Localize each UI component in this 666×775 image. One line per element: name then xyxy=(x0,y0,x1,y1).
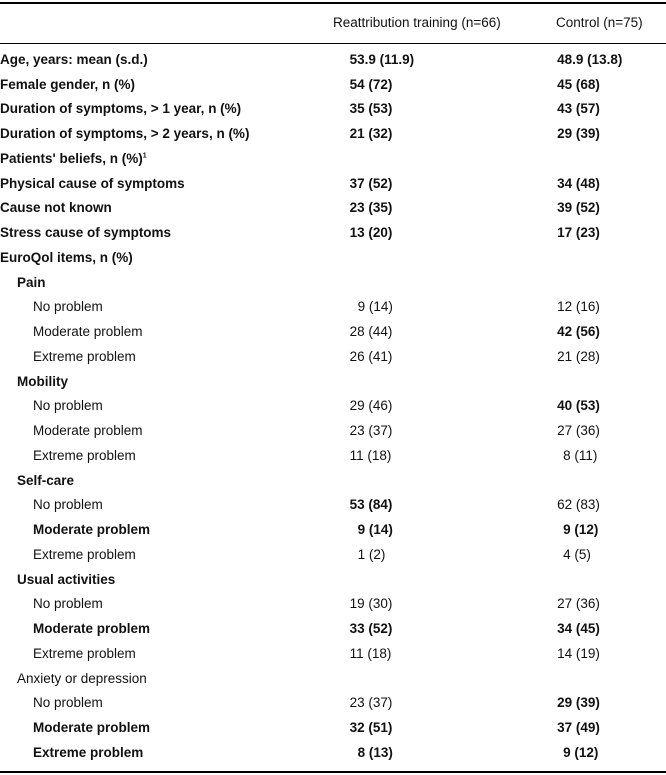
table-row xyxy=(0,369,666,394)
reattribution-value xyxy=(350,468,558,493)
section-label: Pain xyxy=(17,274,46,290)
row-label: Extreme problem xyxy=(33,744,144,760)
table-row xyxy=(0,567,666,592)
control-value xyxy=(557,146,666,171)
reattribution-value: 23 (37) xyxy=(349,423,393,439)
reattribution-value: 26 (41) xyxy=(349,348,393,364)
control-value: 29 (39) xyxy=(557,695,600,711)
control-value: 34 (45) xyxy=(557,621,600,637)
table-row xyxy=(0,740,666,765)
table-row xyxy=(0,443,666,468)
bottom-rule xyxy=(0,771,666,773)
row-label: No problem xyxy=(33,695,103,711)
table-row xyxy=(0,295,666,320)
control-value: 29 (39) xyxy=(557,126,600,142)
table-row xyxy=(0,171,666,196)
control-value: 48.9 (13.8) xyxy=(557,51,623,67)
table-row xyxy=(0,146,666,171)
reattribution-value: 35 (53) xyxy=(349,101,393,117)
top-rule xyxy=(0,2,666,4)
section-label: Self-care xyxy=(17,472,75,488)
control-value: 9 (12) xyxy=(563,744,599,760)
table-row xyxy=(0,394,666,419)
control-value: 27 (36) xyxy=(557,423,600,439)
control-value: 34 (48) xyxy=(557,175,600,191)
table-row xyxy=(0,715,666,740)
row-label: Moderate problem xyxy=(33,720,151,736)
table-row xyxy=(0,72,666,97)
table-row xyxy=(0,245,666,270)
reattribution-value: 13 (20) xyxy=(349,225,393,241)
reattribution-value xyxy=(350,369,558,394)
table-row xyxy=(0,319,666,344)
row-label: Extreme problem xyxy=(33,546,136,562)
data-table xyxy=(0,47,666,765)
control-value: 39 (52) xyxy=(557,200,600,216)
row-label: Extreme problem xyxy=(33,645,136,661)
row-label: Age, years: mean (s.d.) xyxy=(0,51,148,67)
table-row xyxy=(0,121,666,146)
section-label: Usual activities xyxy=(17,571,116,587)
row-label: Moderate problem xyxy=(33,522,151,538)
row-label: Moderate problem xyxy=(33,423,143,439)
control-value: 21 (28) xyxy=(557,348,600,364)
control-value: 37 (49) xyxy=(557,720,600,736)
table-row xyxy=(0,691,666,716)
row-label: No problem xyxy=(33,596,103,612)
table-row xyxy=(0,468,666,493)
table-row xyxy=(0,493,666,518)
reattribution-value: 29 (46) xyxy=(349,398,393,414)
table-row xyxy=(0,616,666,641)
header-control: Control (n=75) xyxy=(556,15,643,30)
reattribution-value: 9 (14) xyxy=(357,299,393,315)
control-value xyxy=(557,468,666,493)
reattribution-value: 53 (84) xyxy=(349,497,393,513)
row-label: Moderate problem xyxy=(33,621,151,637)
row-label: Physical cause of symptoms xyxy=(0,175,185,191)
reattribution-value: 54 (72) xyxy=(349,76,393,92)
control-value: 40 (53) xyxy=(557,398,600,414)
table-row xyxy=(0,97,666,122)
reattribution-value: 32 (51) xyxy=(349,720,393,736)
table-row xyxy=(0,542,666,567)
control-value: 42 (56) xyxy=(557,324,600,340)
reattribution-value xyxy=(350,270,558,295)
section-label: Mobility xyxy=(17,373,68,389)
control-value: 14 (19) xyxy=(557,645,600,661)
reattribution-value: 53.9 (11.9) xyxy=(349,51,415,67)
row-label: EuroQol items, n (%) xyxy=(0,249,133,265)
row-label xyxy=(0,146,350,171)
reattribution-value: 33 (52) xyxy=(349,621,393,637)
section-label: Anxiety or depression xyxy=(17,670,147,686)
control-value: 12 (16) xyxy=(557,299,600,315)
control-value: 8 (11) xyxy=(563,447,598,463)
row-label: Duration of symptoms, > 1 year, n (%) xyxy=(0,101,242,117)
reattribution-value xyxy=(350,245,558,270)
header-reattribution: Reattribution training (n=66) xyxy=(333,15,501,30)
row-label: Female gender, n (%) xyxy=(0,76,136,92)
control-value: 27 (36) xyxy=(557,596,600,612)
control-value xyxy=(557,666,666,691)
control-value: 62 (83) xyxy=(557,497,600,513)
row-label: No problem xyxy=(33,398,103,414)
reattribution-value: 37 (52) xyxy=(349,175,393,191)
reattribution-value xyxy=(350,146,558,171)
table-row xyxy=(0,220,666,245)
table-row xyxy=(0,47,666,72)
reattribution-value: 28 (44) xyxy=(349,324,393,340)
reattribution-value: 23 (35) xyxy=(349,200,393,216)
row-label: Moderate problem xyxy=(33,324,143,340)
table-row xyxy=(0,344,666,369)
reattribution-value: 11 (18) xyxy=(349,645,392,661)
control-value: 9 (12) xyxy=(563,522,599,538)
table-row xyxy=(0,641,666,666)
control-value: 17 (23) xyxy=(557,225,600,241)
table-row xyxy=(0,418,666,443)
footnote-marker: 1 xyxy=(142,152,147,160)
reattribution-value: 1 (2) xyxy=(357,546,386,562)
control-value: 43 (57) xyxy=(557,101,600,117)
reattribution-value xyxy=(350,666,558,691)
control-value xyxy=(557,245,666,270)
reattribution-value: 11 (18) xyxy=(349,447,392,463)
reattribution-value: 19 (30) xyxy=(349,596,393,612)
row-label: Stress cause of symptoms xyxy=(0,225,172,241)
reattribution-value: 21 (32) xyxy=(349,126,393,142)
table-row xyxy=(0,517,666,542)
reattribution-value: 9 (14) xyxy=(357,522,393,538)
table-row xyxy=(0,196,666,221)
reattribution-value: 23 (37) xyxy=(349,695,393,711)
control-value xyxy=(557,270,666,295)
row-label-text: Patients' beliefs, n (%) xyxy=(0,150,143,166)
row-label: Extreme problem xyxy=(33,348,136,364)
row-label: Cause not known xyxy=(0,200,112,216)
control-value xyxy=(557,369,666,394)
table-row xyxy=(0,666,666,691)
row-label: No problem xyxy=(33,299,103,315)
control-value: 4 (5) xyxy=(563,546,591,562)
row-label: Duration of symptoms, > 2 years, n (%) xyxy=(0,126,250,142)
row-label: Extreme problem xyxy=(33,447,136,463)
reattribution-value: 8 (13) xyxy=(357,744,393,760)
control-value: 45 (68) xyxy=(557,76,600,92)
header-rule xyxy=(0,43,666,44)
control-value xyxy=(557,567,666,592)
table-row xyxy=(0,592,666,617)
table-row xyxy=(0,270,666,295)
reattribution-value xyxy=(350,567,558,592)
row-label: No problem xyxy=(33,497,103,513)
